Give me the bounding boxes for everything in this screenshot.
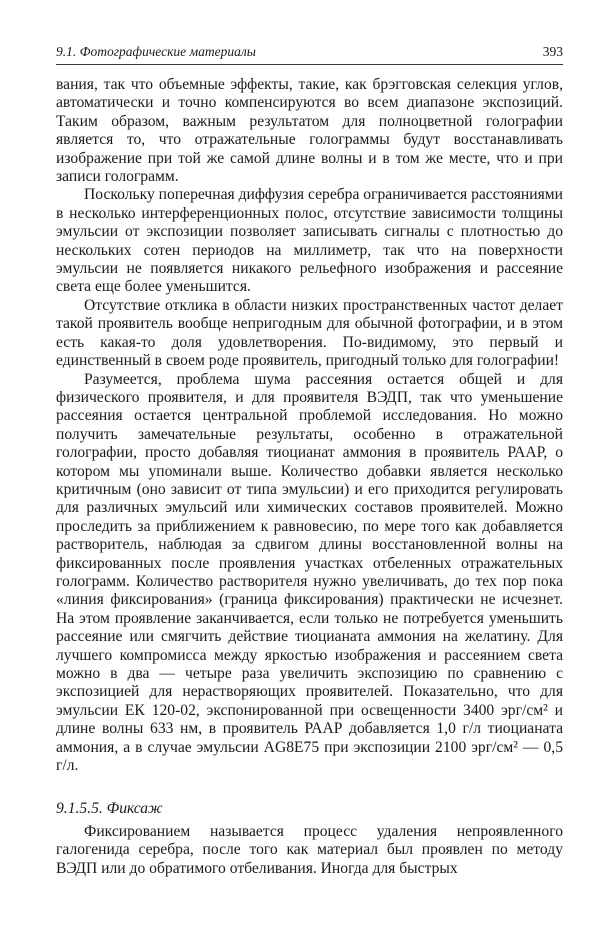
paragraph: Фиксированием называется процесс удаления непроявленного галогенида серебра, после того как материал был проявлен по методу ВЭДП или до обратимого отбеливания. Иногда для быстрых (56, 823, 563, 877)
page-number: 393 (542, 44, 563, 59)
paragraph: вания, так что объемные эффекты, такие, как брэгговская селекция углов, автоматически и точно компенсируются во всем диапазоне экспозиций. Таким образом, важным результатом для полноцветной голографии является то, что отражательные голограммы будут восстанавливать изображение при той же самой длине волны и в том же месте, что и при записи голограмм. (56, 76, 563, 186)
section-title: 9.1. Фотографические материалы (56, 44, 256, 59)
subsection-text (56, 823, 563, 878)
paragraph: Отсутствие отклика в области низких пространственных частот делает такой проявитель вообще непригодным для обычной фотографии, и в этом есть какая-то доля удовлетворения. По-видимому, это первый и единственный в своем роде проявитель, пригодный только для голографии! (56, 296, 563, 370)
paragraph: Поскольку поперечная диффузия серебра ограничивается расстояниями в несколько интерференционных полос, отсутствие зависимости толщины эмульсии от экспозиции позволяет записывать сигналы с плотностью до нескольких сотен периодов на миллиметр, так что на поверхности эмульсии не появляется никакого рельефного изображения и рассеяние света еще более уменьшится. (56, 186, 563, 296)
main-text (56, 76, 563, 775)
subsection-title: 9.1.5.5. Фиксаж (56, 800, 163, 817)
paragraph: Разумеется, проблема шума рассеяния остается общей и для физического проявителя, и для проявителя ВЭДП, так что уменьшение рассеяния остается центральной проблемой исследования. Но можно получить замечательные результаты, особенно в отражательной голографии, просто добавляя тиоцианат аммония в проявитель РААР, о котором мы упоминали выше. Количество добавки является несколько критичным (оно зависит от типа эмульсии) и его приходится регулировать для различных эмульсий или химических составов проявителей. Можно проследить за приближением к равновесию, по мере того как добавляется растворитель, наблюдая за сдвигом длины восстановленной волны на фиксированных после проявления участках отбеленных отражательных голограмм. Количество растворителя нужно увеличивать, до тех пор пока «линия фиксирования» (граница фиксирования) практически не исчезнет. На этом проявление заканчивается, если только не потребуется уменьшить рассеяние или смягчить действие тиоцианата аммония на желатину. Для лучшего компромисса между яркостью изображения и рассеянием света можно в два — четыре раза увеличить экспозицию по сравнению с экспозицией для нерастворяющих проявителей. Показательно, что для эмульсии ЕК 120-02, экспонированной при освещенности 3400 эрг/см² и длине волны 633 нм, в проявитель РААР добавляется 1,0 г/л тиоцианата аммония, а в случае эмульсии AG8E75 при экспозиции 2100 эрг/см² — 0,5 г/л. (56, 370, 563, 775)
running-header (56, 42, 563, 65)
